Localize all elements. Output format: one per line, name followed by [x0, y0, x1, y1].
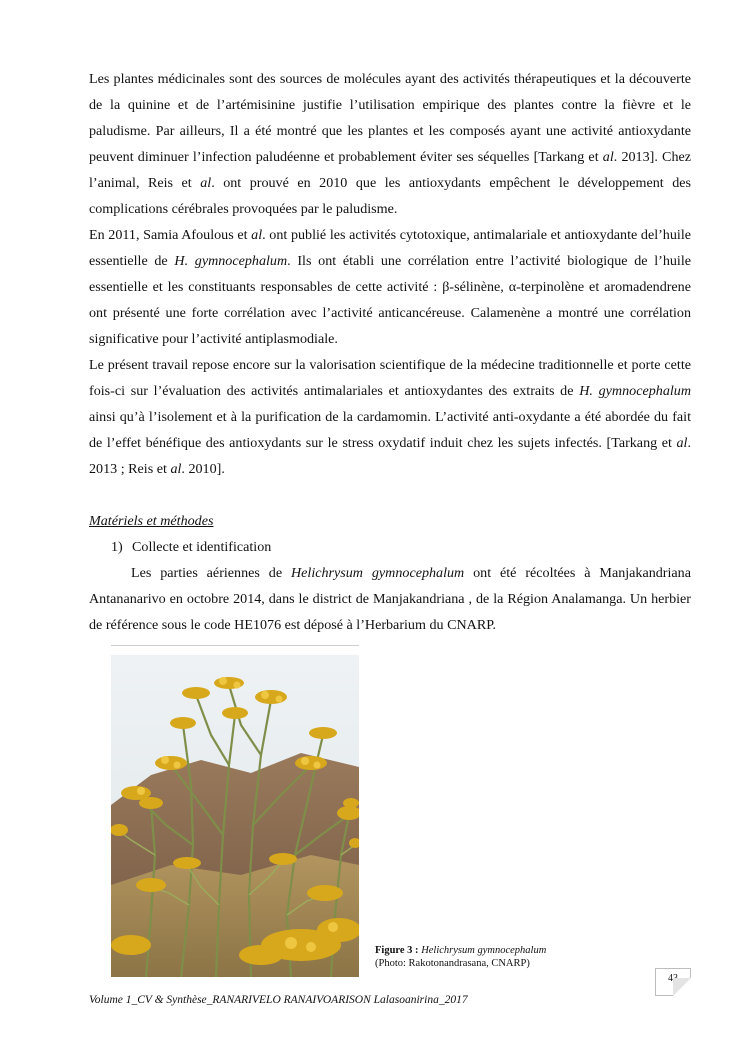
paragraph	[89, 560, 691, 638]
page-number-box	[655, 968, 691, 996]
figure-species: Helichrysum gymnocephalum	[421, 945, 547, 956]
figure-credit: (Photo: Rakotonandrasana, CNARP)	[375, 958, 530, 969]
figure-caption	[375, 944, 546, 970]
text-run: ont été récoltées à Manjakandriana Antananarivo en octobre 2014, dans le district de Manjakandriana , de la Région Analamanga. Un herbier de référence sous le code HE1076 est déposé à l’Herbarium du CNARP.	[89, 565, 691, 633]
paragraph	[89, 352, 691, 482]
text-run: Le présent travail repose encore sur la valorisation scientifique de la médecine traditionnelle et porte cette fois-ci sur l’évaluation des activités antimalariales et antioxydantes des extraits de	[89, 357, 691, 399]
italic-text: al	[602, 149, 614, 165]
page-footer: Volume 1_CV & Synthèse_RANARIVELO RANAIVOARISON Lalasoanirina_2017	[89, 994, 468, 1006]
list-item-label: Collecte et identification	[132, 539, 272, 555]
italic-text: al	[200, 175, 212, 191]
italic-text: al	[251, 227, 263, 243]
text-run: . 2010].	[181, 461, 225, 477]
text-run: . 2013]. Chez l’animal, Reis et	[89, 149, 692, 191]
paragraph	[89, 222, 691, 352]
page-number: 43	[668, 973, 678, 984]
page-curl-icon	[673, 978, 691, 996]
helichrysum-photo	[111, 655, 359, 977]
list-item-number: 1)	[111, 539, 123, 555]
text-run: ainsi qu’à l’isolement et à la purification de la cardamomin. L’activité anti-oxydante a été abordée du fait de l’effet bénéfique des antioxydants sur le stress oxydatif induit chez les sujets infectés. [Tarkang et	[89, 409, 691, 451]
figure-divider	[111, 645, 359, 646]
text-run: Les parties aériennes de	[131, 565, 291, 581]
section-heading-text: Matériels et méthodes	[89, 513, 214, 529]
italic-text: al	[676, 435, 688, 451]
italic-text: H. gymnocephalum	[579, 383, 692, 399]
spacer	[89, 482, 691, 508]
section-heading	[89, 508, 691, 534]
italic-text: Helichrysum gymnocephalum	[290, 565, 465, 581]
figure-caption-title	[375, 944, 546, 957]
italic-text: H. gymnocephalum	[174, 253, 288, 269]
text-run: En 2011, Samia Afoulous et	[89, 227, 252, 243]
text-run: . ont prouvé en 2010 que les antioxydants empêchent le développement des complications cérébrales provoquées par le paludisme.	[89, 175, 691, 217]
text-run: . ont publié les activités cytotoxique, antimalariale et antioxydante del’huile essentielle de	[89, 227, 691, 269]
list-item	[89, 534, 691, 560]
figure-3	[111, 645, 359, 977]
body-text	[89, 66, 691, 638]
text-run: . 2013 ; Reis et	[89, 435, 691, 477]
paragraph	[89, 66, 691, 222]
italic-text: al	[170, 461, 182, 477]
figure-label: Figure 3 :	[375, 945, 419, 956]
text-run: Les plantes médicinales sont des sources de molécules ayant des activités thérapeutiques et la découverte de la quinine et de l’artémisinine justifie l’utilisation empirique des plantes contre la fièvre et le paludisme. Par ailleurs, Il a été montré que les plantes et les composés ayant une activité antioxydante peuvent diminuer l’infection paludéenne et probablement éviter ses séquelles [Tarkang et	[89, 71, 691, 165]
text-run: . Ils ont établi une corrélation entre l’activité biologique de l’huile essentielle et les constituants responsables de cette activité : β-sélinène, α-terpinolène et aromadendrene ont présenté une forte corrélation avec l’activité anticancéreuse. Calamenène a montré une corrélation significative pour l’activité antiplasmodiale.	[89, 253, 691, 347]
